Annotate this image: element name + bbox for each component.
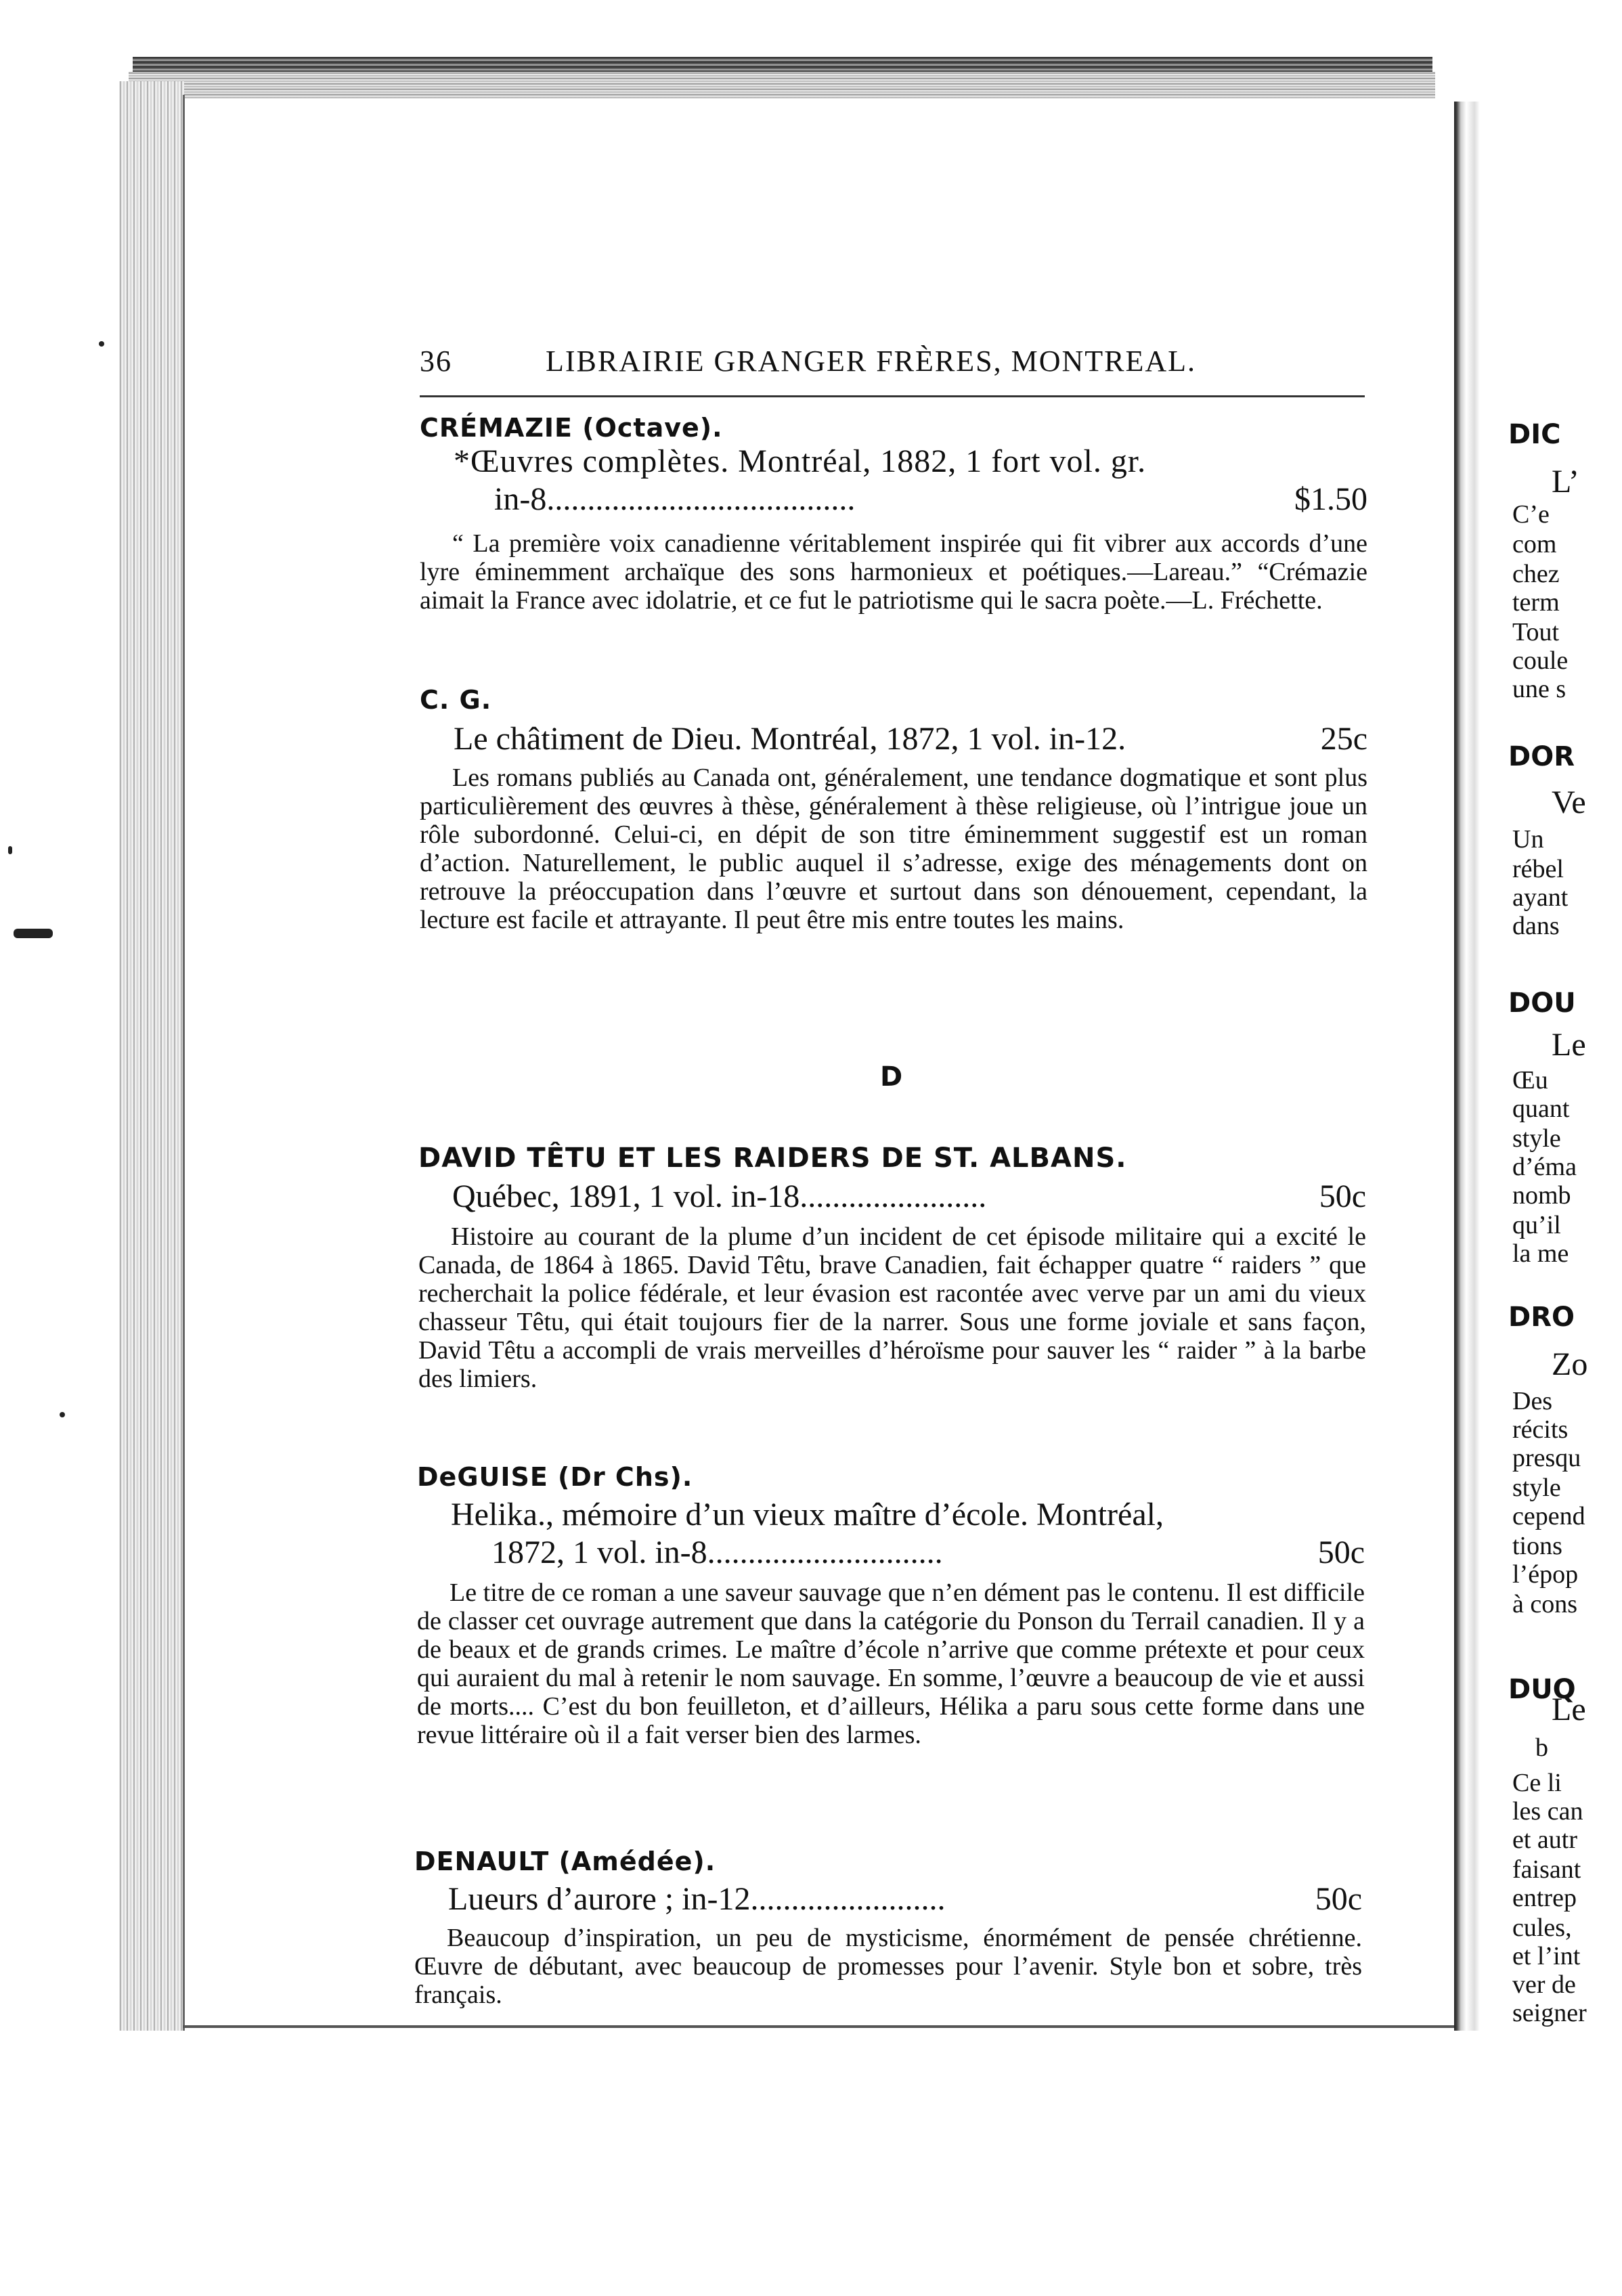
entry-work-title: *Œuvres complètes. Montréal, 1882, 1 fort vol. gr. xyxy=(454,443,1147,479)
entry-author: CRÉMAZIE (Octave). xyxy=(420,413,723,443)
entry-description: Histoire au courant de la plume d’un incident de cet épisode militaire qui a excité le Canada, de 1864 à 1865. David Têtu, brave Canadien, fait échapper quatre “ raiders ” que recherchait la police fédérale, et leur évasion est racontée avec verve par un ami du vieux chasseur Têtu, qui était toujours fier de la narrer. Sous une forme joviale et sans façon, David Têtu a accompli de vrais merveilles d’héroïsme pour sauver les “ raider ” à la barbe des limiers. xyxy=(418,1222,1366,1393)
entry-description: Les romans publiés au Canada ont, généralement, une tendance dogmatique et sont plus particulièrement des œuvres à thèse, généralement à thèse religieuse, où l’intrigue joue un rôle subordonné. Celui-ci, en dépit de son titre éminemment suggestif est un roman d’action. Naturellement, le public auquel il s’adresse, exige des ménagements dont on retrouve la préoccupation dans l’œuvre et surtout dans son dénouement, cependant, la lecture est facile et attrayante. Il peut être mis entre toutes les mains. xyxy=(420,764,1367,934)
right-page-line: DOR xyxy=(1508,742,1575,772)
right-page-line: tions xyxy=(1512,1532,1562,1560)
entry-work-line xyxy=(420,481,1367,518)
right-page-line: com xyxy=(1512,530,1557,558)
entry-price: 50c xyxy=(1315,1881,1362,1917)
entry-work-line xyxy=(420,720,1367,758)
running-title: LIBRAIRIE GRANGER FRÈRES, MONTREAL. xyxy=(546,345,1197,378)
header-rule xyxy=(420,395,1365,397)
right-page-line: Un xyxy=(1512,825,1544,854)
right-page-line: cules, xyxy=(1512,1914,1572,1942)
page-border-left xyxy=(183,95,185,2031)
entry-price: $1.50 xyxy=(1294,481,1367,517)
right-page-line: la me xyxy=(1512,1239,1569,1268)
right-page-line: ayant xyxy=(1512,883,1569,912)
entry-author: DeGUISE (Dr Chs). xyxy=(417,1462,693,1492)
right-page-line: Des xyxy=(1512,1387,1553,1415)
scan-speck xyxy=(14,929,53,938)
scan-speck xyxy=(8,846,12,854)
scan-speck xyxy=(99,341,104,347)
scan-speck xyxy=(60,1412,65,1417)
right-page-line: coule xyxy=(1512,646,1569,675)
entry-work-line xyxy=(417,1534,1365,1572)
catalog-entry xyxy=(417,1462,1365,1749)
right-page-line: Zo xyxy=(1552,1350,1588,1379)
right-page-line: seigner xyxy=(1512,1999,1587,2027)
entry-work-line xyxy=(418,1178,1366,1216)
entry-work-detail: in-8...................................... xyxy=(494,481,856,517)
entry-price: 25c xyxy=(1320,721,1367,757)
right-page-line: C’e xyxy=(1512,500,1550,529)
right-page-line: les can xyxy=(1512,1797,1583,1826)
entry-description: Beaucoup d’inspiration, un peu de mysticisme, énormément de pensée chrétienne. Œuvre de débutant, avec beaucoup de promesses pour l’avenir. Style bon et sobre, très français. xyxy=(414,1924,1362,2009)
right-page-line: dans xyxy=(1512,912,1560,940)
book-edge-left-pages xyxy=(119,81,184,2031)
right-page-line: une s xyxy=(1512,675,1566,703)
book-gutter xyxy=(1454,102,1480,2031)
entry-work-title: Lueurs d’aurore ; in-12........................ xyxy=(448,1881,946,1917)
right-page-line: L’ xyxy=(1552,467,1579,497)
right-page-line: rébel xyxy=(1512,855,1564,883)
right-page-line: style xyxy=(1512,1474,1561,1502)
right-page-line: ver de xyxy=(1512,1970,1576,1999)
page-number: 36 xyxy=(420,345,452,378)
right-page-line: term xyxy=(1512,588,1560,617)
right-page-line: presqu xyxy=(1512,1444,1581,1472)
right-page-line: Œu xyxy=(1512,1066,1548,1095)
entry-price: 50c xyxy=(1319,1178,1366,1214)
entry-work-title: Le châtiment de Dieu. Montréal, 1872, 1 vol. in-12. xyxy=(454,721,1126,757)
right-page-line: Ve xyxy=(1552,788,1586,818)
right-page-line: qu’il xyxy=(1512,1211,1561,1239)
running-header xyxy=(420,344,1367,384)
entry-description: Le titre de ce roman a une saveur sauvage que n’en dément pas le contenu. Il est difficile de classer cet ouvrage autrement que dans la catégorie du Ponson du Terrail canadien. Il y a de beaux et de grands crimes. Le maître d’école n’arrive que comme prétexte et pour ceux qui auraient du mal à retenir le nom sauvage. En somme, l’œuvre a beaucoup de vie et aussi de morts.... C’est du bon feuilleton, et d’ailleurs, Hélika a paru sous cette forme dans une revue littéraire où il a fait verser bien des larmes. xyxy=(417,1578,1365,1749)
right-page-line: Ce li xyxy=(1512,1769,1562,1797)
right-page-line: faisant xyxy=(1512,1855,1581,1884)
right-page-line: récits xyxy=(1512,1415,1569,1444)
right-page-line: DRO xyxy=(1508,1302,1575,1332)
entry-description: “ La première voix canadienne véritablement inspirée qui fit vibrer aux accords d’une lyre éminemment archaïque des sons harmonieux et poétiques.—Lareau.” “Crémazie aimait la France avec idolatrie, et ce fut le patriotisme qui le sacra poète.—L. Fréchette. xyxy=(420,529,1367,615)
right-page-line: quant xyxy=(1512,1095,1570,1123)
right-page-line: DIC xyxy=(1508,420,1561,449)
right-page-line: DOU xyxy=(1508,988,1576,1018)
page-border-bottom xyxy=(183,2025,1455,2028)
catalog-entry xyxy=(420,685,1367,934)
catalog-entry xyxy=(418,1143,1366,1393)
right-page-line: Tout xyxy=(1512,618,1560,646)
entry-work-detail: 1872, 1 vol. in-8............................. xyxy=(491,1535,943,1570)
right-page-line: DUQ xyxy=(1508,1675,1576,1704)
entry-author: DAVID TÊTU ET LES RAIDERS DE ST. ALBANS. xyxy=(418,1143,1127,1174)
entry-work-title: Helika., mémoire d’un vieux maître d’école. Montréal, xyxy=(451,1497,1164,1532)
right-page-line: entrep xyxy=(1512,1884,1577,1912)
right-page-line: d’éma xyxy=(1512,1153,1577,1181)
book-edge-top-pages xyxy=(129,72,1435,99)
entry-author: DENAULT (Amédée). xyxy=(414,1847,716,1876)
right-page-line: Le xyxy=(1552,1030,1586,1060)
right-page-line: nomb xyxy=(1512,1181,1571,1210)
right-page-line: cepend xyxy=(1512,1502,1585,1530)
right-page-line: b xyxy=(1535,1734,1548,1762)
right-page-line: chez xyxy=(1512,560,1560,588)
entry-work-line xyxy=(414,1880,1362,1918)
right-page-line: l’épop xyxy=(1512,1560,1579,1589)
entry-work-title: Québec, 1891, 1 vol. in-18....................... xyxy=(452,1178,987,1214)
right-page-line: à cons xyxy=(1512,1590,1578,1618)
right-page-line: style xyxy=(1512,1124,1561,1153)
catalog-entry xyxy=(420,413,1367,615)
book-edge-top xyxy=(133,57,1432,72)
right-page-line: et l’int xyxy=(1512,1942,1581,1970)
right-page-line: et autr xyxy=(1512,1826,1578,1854)
right-page-line: Le xyxy=(1552,1695,1586,1725)
catalog-entry xyxy=(414,1847,1362,2009)
entry-price: 50c xyxy=(1317,1535,1365,1570)
entry-author: C. G. xyxy=(420,685,492,715)
section-letter: D xyxy=(880,1061,903,1092)
